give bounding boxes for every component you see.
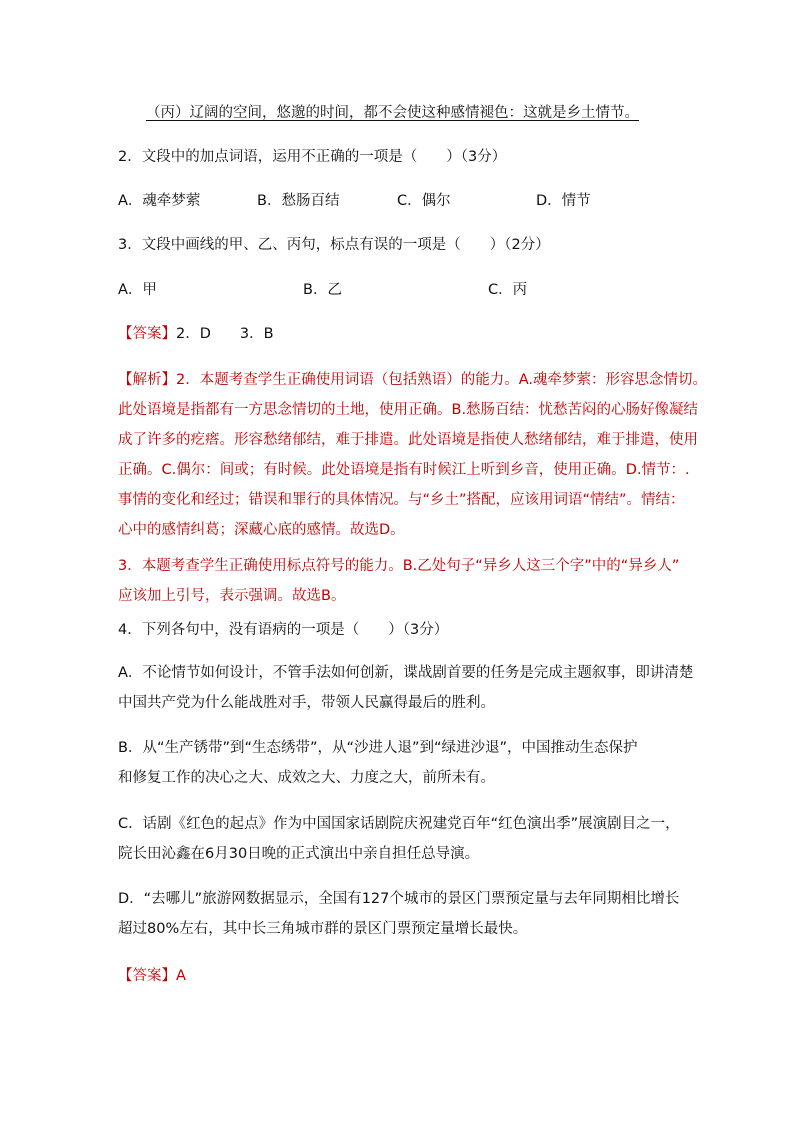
answer-block-1 [118, 324, 274, 344]
analysis-label: 【解析】 [118, 372, 176, 388]
answer-label: 【答案】 [118, 326, 176, 342]
q3-option-b: B．乙 [303, 282, 342, 298]
analysis-line-4: 正确。C.偶尔：间或；有时候。此处语境是指有时候江上听到乡音，使用正确。D.情节：. [118, 462, 690, 478]
answer-text-2: A [176, 968, 186, 984]
answer-text: 2．D 3．B [176, 326, 274, 342]
q3-option-a: A．甲 [118, 282, 157, 298]
q4-option-b-line-2: 和修复工作的决心之大、成效之大、力度之大，前所未有。 [118, 770, 495, 786]
q4-option-d-line-1: D．“去哪儿”旅游网数据显示，全国有127个城市的景区门票预定量与去年同期相比增长 [118, 891, 680, 907]
question-4-stem: 4．下列各句中，没有语病的一项是（ ）（3分） [118, 622, 449, 638]
q2-option-a: A．魂牵梦萦 [118, 193, 201, 209]
answer-label-2: 【答案】 [118, 968, 176, 984]
analysis-line-3: 成了许多的疙瘩。形容愁绪郁结，难于排遣。此处语境是指使人愁绪郁结，难于排遣，使用 [118, 432, 698, 448]
q4-option-c-line-1: C．话剧《红色的起点》作为中国国家话剧院庆祝建党百年“红色演出季”展演剧目之一， [118, 816, 680, 832]
analysis-q3-line-1: 3．本题考查学生正确使用标点符号的能力。B.乙处句子“异乡人这三个字”中的“异乡人” [118, 558, 680, 574]
q2-option-d: D．情节 [536, 193, 591, 209]
analysis-line-2: 此处语境是指都有一方思念情切的土地，使用正确。B.愁肠百结：忧愁苦闷的心肠好像凝结 [118, 402, 699, 418]
q4-option-b-line-1: B．从“生产锈带”到“生态绣带”，从“沙进人退”到“绿进沙退”，中国推动生态保护 [118, 740, 638, 756]
sentence-bing: （丙）辽阔的空间，悠邈的时间，都不会使这种感情褪色：这就是乡土情节。 [146, 105, 639, 121]
q3-option-c: C．丙 [488, 282, 528, 298]
q4-option-c-line-2: 院长田沁鑫在6月30日晚的正式演出中亲自担任总导演。 [118, 846, 480, 862]
analysis-line-1 [118, 370, 707, 390]
analysis-line-5: 事情的变化和经过；错误和罪行的具体情况。与“乡土”搭配，应该用词语“情结”。情结： [118, 492, 685, 508]
question-3-stem: 3．文段中画线的甲、乙、丙句，标点有误的一项是（ ）（2分） [118, 237, 550, 253]
analysis-q3-line-2: 应该加上引号，表示强调。故选B。 [118, 588, 346, 604]
answer-block-2 [118, 966, 186, 986]
q4-option-d-line-2: 超过80%左右，其中长三角城市群的景区门票预定量增长最快。 [118, 921, 528, 937]
q2-option-b: B．愁肠百结 [257, 193, 340, 209]
analysis-text: 2．本题考查学生正确使用词语（包括熟语）的能力。A.魂牵梦萦：形容思念情切。 [176, 372, 707, 388]
q4-option-a-line-2: 中国共产党为什么能战胜对手，带领人民赢得最后的胜利。 [118, 695, 495, 711]
q2-option-c: C．偶尔 [397, 193, 451, 209]
analysis-line-6: 心中的感情纠葛；深藏心底的感情。故选D。 [118, 522, 405, 538]
q4-option-a-line-1: A．不论情节如何设计，不管手法如何创新，谍战剧首要的任务是完成主题叙事，即讲清楚 [118, 665, 694, 681]
question-2-stem: 2．文段中的加点词语，运用不正确的一项是（ ）（3分） [118, 149, 507, 165]
